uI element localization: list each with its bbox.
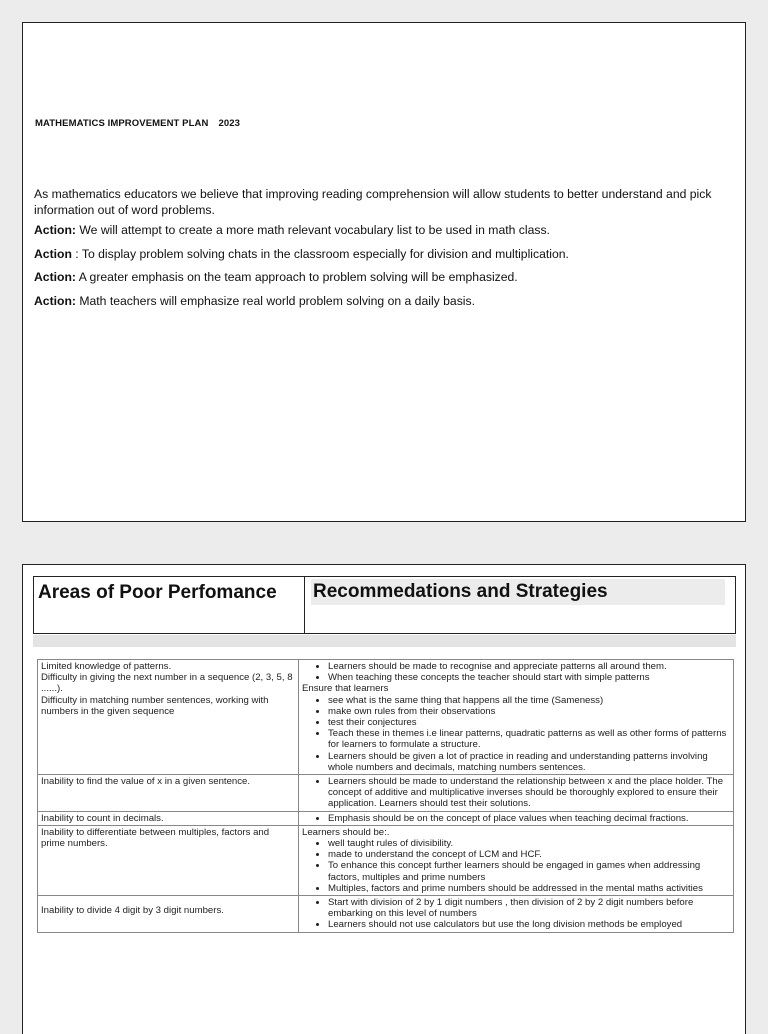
plan-title-text: MATHEMATICS IMPROVEMENT PLAN	[35, 118, 209, 129]
strategy-item: • see what is the same thing that happens all the time (Sameness)	[328, 695, 730, 706]
action-text: Math teachers will emphasize real world problem solving on a daily basis.	[75, 294, 475, 308]
action-text: We will attempt to create a more math relevant vocabulary list to be used in math class.	[75, 223, 550, 237]
action-label: Action:	[34, 294, 76, 308]
strategy-lead: Learners should be:.	[302, 826, 390, 838]
table-row	[38, 825, 734, 895]
strategy-item: • Emphasis should be on the concept of place values when teaching decimal fractions.	[328, 813, 730, 824]
action-label: Action:	[34, 223, 76, 237]
area-cell	[38, 660, 299, 775]
header-areas: Areas of Poor Perfomance	[34, 577, 305, 633]
strategies-table	[37, 659, 734, 933]
table-header	[33, 576, 736, 634]
action-line-3	[34, 269, 518, 285]
strategy-item: • made to understand the concept of LCM and HCF.	[328, 849, 730, 860]
strategy-item: • make own rules from their observations	[328, 706, 730, 717]
plan-title	[35, 118, 240, 129]
action-label: Action:	[34, 270, 76, 284]
strategy-item: • Multiples, factors and prime numbers should be addressed in the mental maths activities	[328, 883, 730, 894]
action-line-1	[34, 222, 550, 238]
area-text: Limited knowledge of patterns.	[41, 661, 172, 672]
plan-year: 2023	[218, 118, 240, 129]
strategy-item: • Start with division of 2 by 1 digit numbers , then division of 2 by 2 digit numbers before embarking on this level of numbers	[328, 897, 730, 919]
header-divider	[33, 635, 736, 647]
strategy-cell	[299, 775, 734, 812]
header-recommendations: Recommedations and Strategies	[311, 579, 725, 605]
area-cell: Inability to find the value of x in a given sentence.	[38, 775, 299, 812]
strategy-cell	[299, 811, 734, 825]
action-text: A greater emphasis on the team approach to problem solving will be emphasized.	[75, 270, 518, 284]
header-recommendations-cell	[305, 577, 735, 633]
area-text: Inability to divide 4 digit by 3 digit numbers.	[41, 905, 224, 917]
page-two	[22, 564, 746, 1034]
page-one	[22, 22, 746, 522]
strategy-item: • Teach these in themes i.e linear patterns, quadratic patterns as well as other forms of patterns for learners to formulate a structure.	[328, 728, 730, 750]
strategy-lead: Ensure that learners	[302, 683, 389, 695]
strategy-item: • Learners should be given a lot of practice in reading and understanding patterns involving whole numbers and decimals, matching numbers sentences.	[328, 751, 730, 773]
strategy-item: • Learners should not use calculators but use the long division methods be employed	[328, 919, 730, 930]
table-row	[38, 775, 734, 812]
area-cell	[38, 896, 299, 933]
table-row	[38, 896, 734, 933]
area-cell: Inability to differentiate between multiples, factors and prime numbers.	[38, 825, 299, 895]
area-text: Difficulty in matching number sentences, working with numbers in the given sequence	[41, 694, 269, 717]
strategy-item: • test their conjectures	[328, 717, 730, 728]
strategy-item: • well taught rules of divisibility.	[328, 838, 730, 849]
action-line-4	[34, 293, 475, 309]
area-text: Difficulty in giving the next number in a sequence (2, 3, 5, 8 ......).	[41, 672, 293, 695]
table-row	[38, 811, 734, 825]
action-line-2	[34, 246, 569, 262]
strategy-item: • Learners should be made to understand the relationship between x and the place holder. The concept of additive and multiplicative inverses should be thoroughly explored to ensure their application. Learners should test their solutions.	[328, 776, 730, 810]
strategy-cell	[299, 825, 734, 895]
strategy-item: • When teaching these concepts the teacher should start with simple patterns	[328, 672, 730, 683]
action-label: Action	[34, 247, 72, 261]
table-row	[38, 660, 734, 775]
intro-paragraph: As mathematics educators we believe that improving reading comprehension will allow students to better understand and pick information out of word problems.	[34, 187, 712, 217]
strategy-cell	[299, 660, 734, 775]
area-cell: Inability to count in decimals.	[38, 811, 299, 825]
strategy-item: • Learners should be made to recognise and appreciate patterns all around them.	[328, 661, 730, 672]
strategy-item: • To enhance this concept further learners should be engaged in games when addressing factors, multiples and prime numbers	[328, 860, 730, 882]
strategy-cell	[299, 896, 734, 933]
action-text: : To display problem solving chats in the classroom especially for division and multiplication.	[71, 247, 569, 261]
